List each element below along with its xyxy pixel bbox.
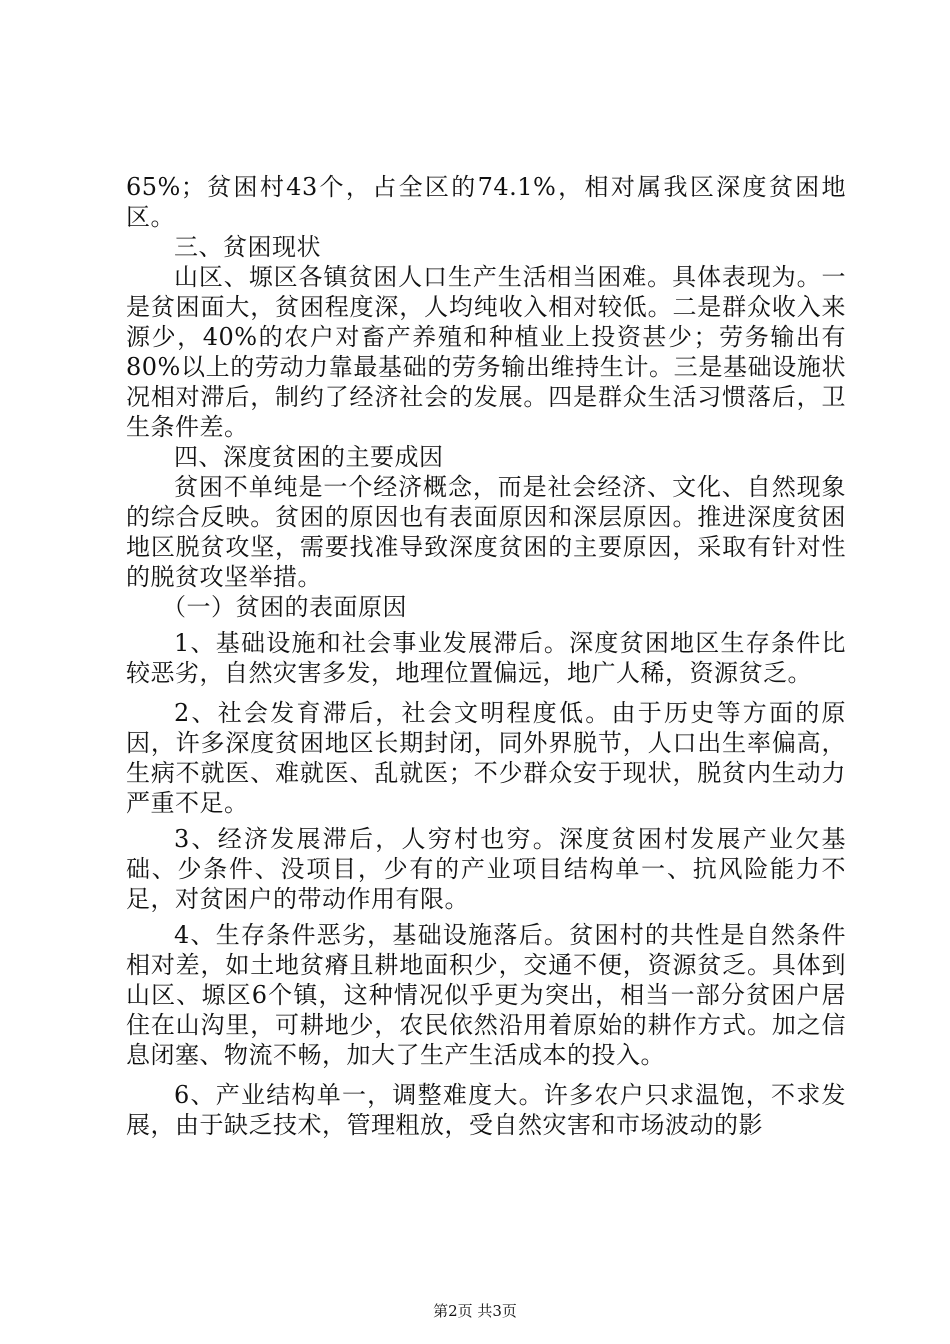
paragraph-cause-6: 6、产业结构单一，调整难度大。许多农户只求温饱，不求发展，由于缺乏技术，管理粗放，受自然灾害和市场波动的影: [126, 1081, 846, 1139]
section-heading-3: 三、贫困现状: [174, 233, 321, 261]
paragraph-poverty-status: 山区、塬区各镇贫困人口生产生活相当困难。具体表现为。一是贫困面大，贫困程度深，人均纯收入相对较低。二是群众收入来源少，40%的农户对畜产养殖和种植业上投资甚少；劳务输出有80%以上的劳动力靠最基础的劳务输出维持生计。三是基础设施状况相对滞后，制约了经济社会的发展。四是群众生活习惯落后，卫生条件差。: [126, 263, 846, 441]
paragraph-cause-3: 3、经济发展滞后，人穷村也穷。深度贫困村发展产业欠基础、少条件、没项目，少有的产业项目结构单一、抗风险能力不足，对贫困户的带动作用有限。: [126, 825, 846, 913]
paragraph-cause-2: 2、社会发育滞后，社会文明程度低。由于历史等方面的原因，许多深度贫困地区长期封闭，同外界脱节，人口出生率偏高，生病不就医、难就医、乱就医；不少群众安于现状，脱贫内生动力严重不足。: [126, 699, 846, 817]
paragraph-cause-4: 4、生存条件恶劣，基础设施落后。贫困村的共性是自然条件相对差，如土地贫瘠且耕地面积少，交通不便，资源贫乏。具体到山区、塬区6个镇，这种情况似乎更为突出，相当一部分贫困户居住在山沟里，可耕地少，农民依然沿用着原始的耕作方式。加之信息闭塞、物流不畅，加大了生产生活成本的投入。: [126, 921, 846, 1069]
document-body: [126, 172, 846, 1140]
page-footer: 第2页 共3页: [433, 1302, 517, 1320]
paragraph-cause-1: 1、基础设施和社会事业发展滞后。深度贫困地区生存条件比较恶劣，自然灾害多发，地理位置偏远，地广人稀，资源贫乏。: [126, 629, 846, 687]
paragraph-causes-intro: 贫困不单纯是一个经济概念，而是社会经济、文化、自然现象的综合反映。贫困的原因也有表面原因和深层原因。推进深度贫困地区脱贫攻坚，需要找准导致深度贫困的主要原因，采取有针对性的脱贫攻坚举措。: [126, 473, 846, 591]
subsection-heading-1: （一）贫困的表面原因: [162, 593, 407, 621]
paragraph-continuation: 65%；贫困村43个，占全区的74.1%，相对属我区深度贫困地区。: [126, 173, 846, 231]
section-heading-4: 四、深度贫困的主要成因: [174, 443, 444, 471]
